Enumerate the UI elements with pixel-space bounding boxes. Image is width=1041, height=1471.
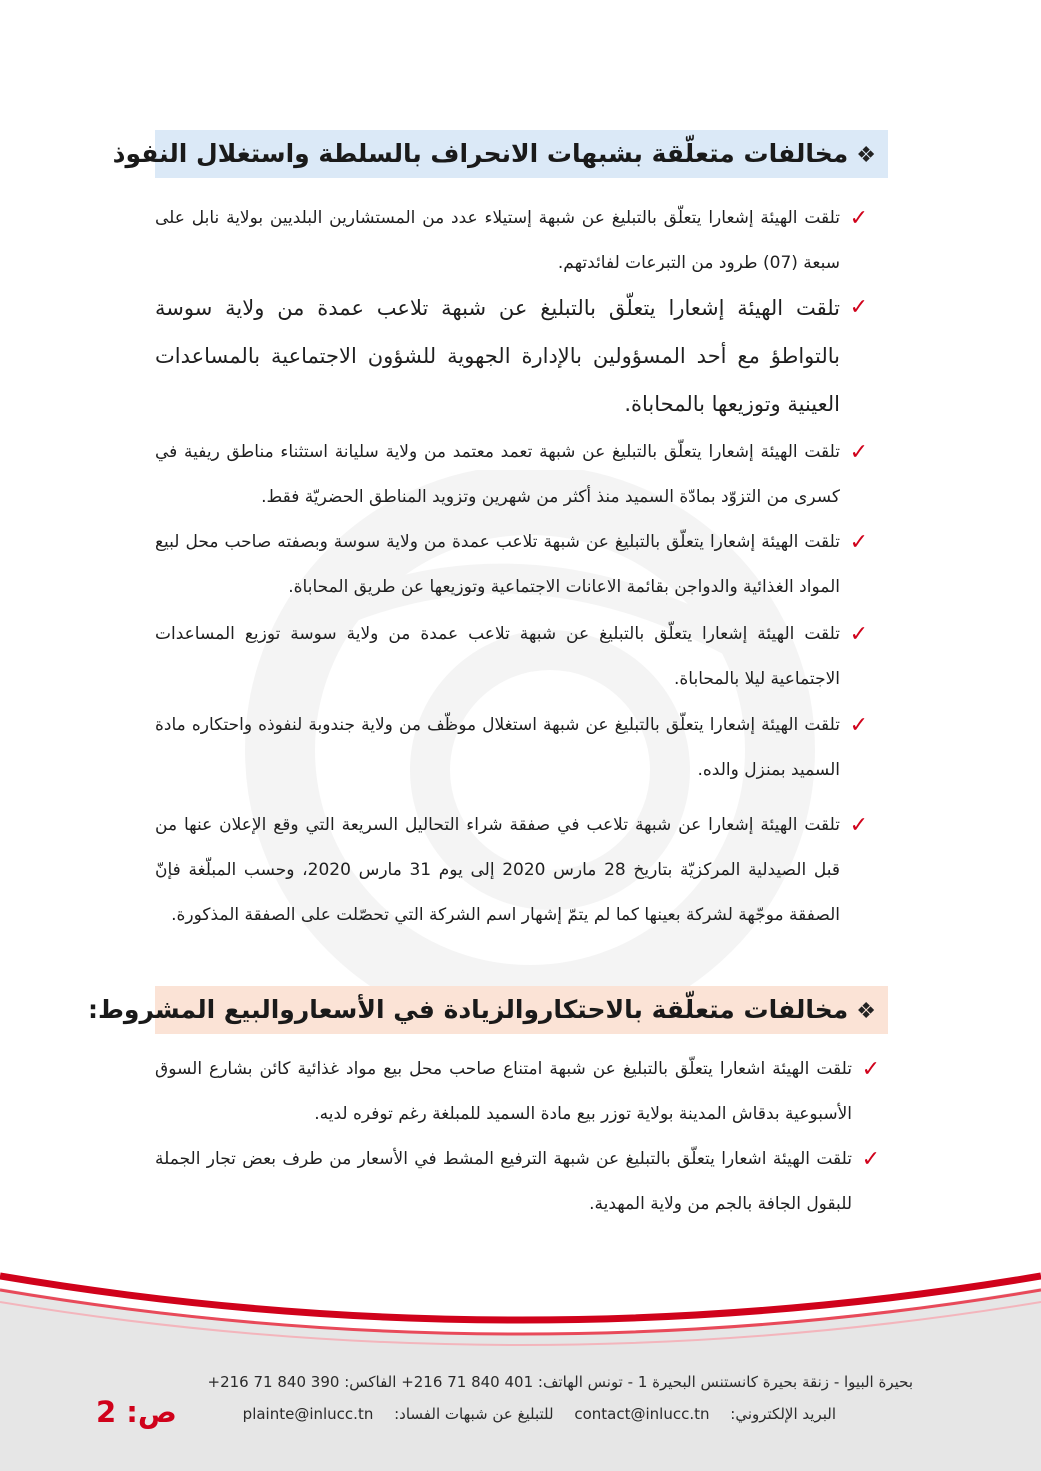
checkmark-icon: ✓ bbox=[849, 440, 868, 465]
list-item: ✓ تلقت الهيئة إشعارا يتعلّق بالتبليغ عن شبهة تلاعب عمدة من ولاية سوسة بالتواطؤ مع أحد المسؤولين بالإدارة الجهوية للشؤون الاجتماعية بالمساعدات العينية وتوزيعها بالمحاباة. bbox=[155, 284, 840, 428]
report-label: للتبليغ عن شبهات الفساد: bbox=[394, 1405, 554, 1423]
list-item: ✓ تلقت الهيئة إشعارا عن شبهة تلاعب في صفقة شراء التحاليل السريعة التي وقع الإعلان عنها من قبل الصيدلية المركزيّة بتاريخ 28 مارس 2020 إلى يوم 31 مارس 2020، وحسب المبلّغة فإنّ الصفقة موجّهة لشركة بعينها كما لم يتمّ إشهار اسم الشركة التي تحصّلت على الصفقة المذكورة. bbox=[155, 803, 840, 938]
contact-email-link[interactable]: contact@inlucc.tn bbox=[574, 1405, 710, 1423]
list-item: ✓ تلقت الهيئة إشعارا يتعلّق بالتبليغ عن شبهة تعمد معتمد من ولاية سليانة استثناء مناطق ريفية في كسرى من التزوّد بمادّة السميد منذ أكثر من شهرين وتزويد المناطق الحضريّة فقط. bbox=[155, 430, 840, 520]
footer-decoration bbox=[0, 1268, 1041, 1471]
list-item: ✓ تلقت الهيئة إشعارا يتعلّق بالتبليغ عن شبهة تلاعب عمدة من ولاية سوسة توزيع المساعدات الاجتماعية ليلا بالمحاباة. bbox=[155, 612, 840, 702]
footer-address: بحيرة البيوا - زنقة بحيرة كانستنس البحيرة 1 - تونس الهاتف: 401 840 71 216+ الفاكس: 390 840 71 216+ bbox=[207, 1373, 913, 1391]
list-item: ✓ تلقت الهيئة إشعارا يتعلّق بالتبليغ عن شبهة استغلال موظّف من ولاية جندوبة لنفوذه واحتكاره مادة السميد بمنزل والده. bbox=[155, 703, 840, 793]
list-item: ✓ تلقت الهيئة اشعارا يتعلّق بالتبليغ عن شبهة الترفيع المشط في الأسعار من طرف بعض تجار الجملة للبقول الجافة بالجم من ولاية المهدية. bbox=[155, 1137, 852, 1227]
footer-emails bbox=[227, 1405, 836, 1423]
checkmark-icon: ✓ bbox=[849, 713, 868, 738]
checkmark-icon: ✓ bbox=[849, 295, 868, 320]
page-number: ص: 2 bbox=[96, 1395, 177, 1429]
report-email-link[interactable]: plainte@inlucc.tn bbox=[242, 1405, 374, 1423]
section-title-monopoly-prices: ❖مخالفات متعلّقة بالاحتكاروالزيادة في الأسعاروالبيع المشروط: bbox=[155, 986, 888, 1034]
checkmark-icon: ✓ bbox=[861, 1057, 880, 1082]
checkmark-icon: ✓ bbox=[849, 206, 868, 231]
email-label: البريد الإلكتروني: bbox=[730, 1405, 836, 1423]
checkmark-icon: ✓ bbox=[849, 530, 868, 555]
checkmark-icon: ✓ bbox=[861, 1147, 880, 1172]
list-item: ✓ تلقت الهيئة إشعارا يتعلّق بالتبليغ عن شبهة إستيلاء عدد من المستشارين البلديين بولاية نابل على سبعة (07) طرود من التبرعات لفائدتهم. bbox=[155, 196, 840, 286]
checkmark-icon: ✓ bbox=[849, 813, 868, 838]
checkmark-icon: ✓ bbox=[849, 622, 868, 647]
section-title-abuse-of-power: ❖مخالفات متعلّقة بشبهات الانحراف بالسلطة واستغلال النفوذ bbox=[155, 130, 888, 178]
bullet-diamond-icon: ❖ bbox=[856, 999, 876, 1024]
bullet-diamond-icon: ❖ bbox=[856, 143, 876, 168]
list-item: ✓ تلقت الهيئة اشعارا يتعلّق بالتبليغ عن شبهة امتناع صاحب محل بيع مواد غذائية كائن بشارع السوق الأسبوعية بدقاش المدينة بولاية توزر بيع مادة السميد للمبلغة رغم توفره لديه. bbox=[155, 1047, 852, 1137]
list-item: ✓ تلقت الهيئة إشعارا يتعلّق بالتبليغ عن شبهة تلاعب عمدة من ولاية سوسة وبصفته صاحب محل لبيع المواد الغذائية والدواجن بقائمة الاعانات الاجتماعية وتوزيعها عن طريق المحاباة. bbox=[155, 520, 840, 610]
